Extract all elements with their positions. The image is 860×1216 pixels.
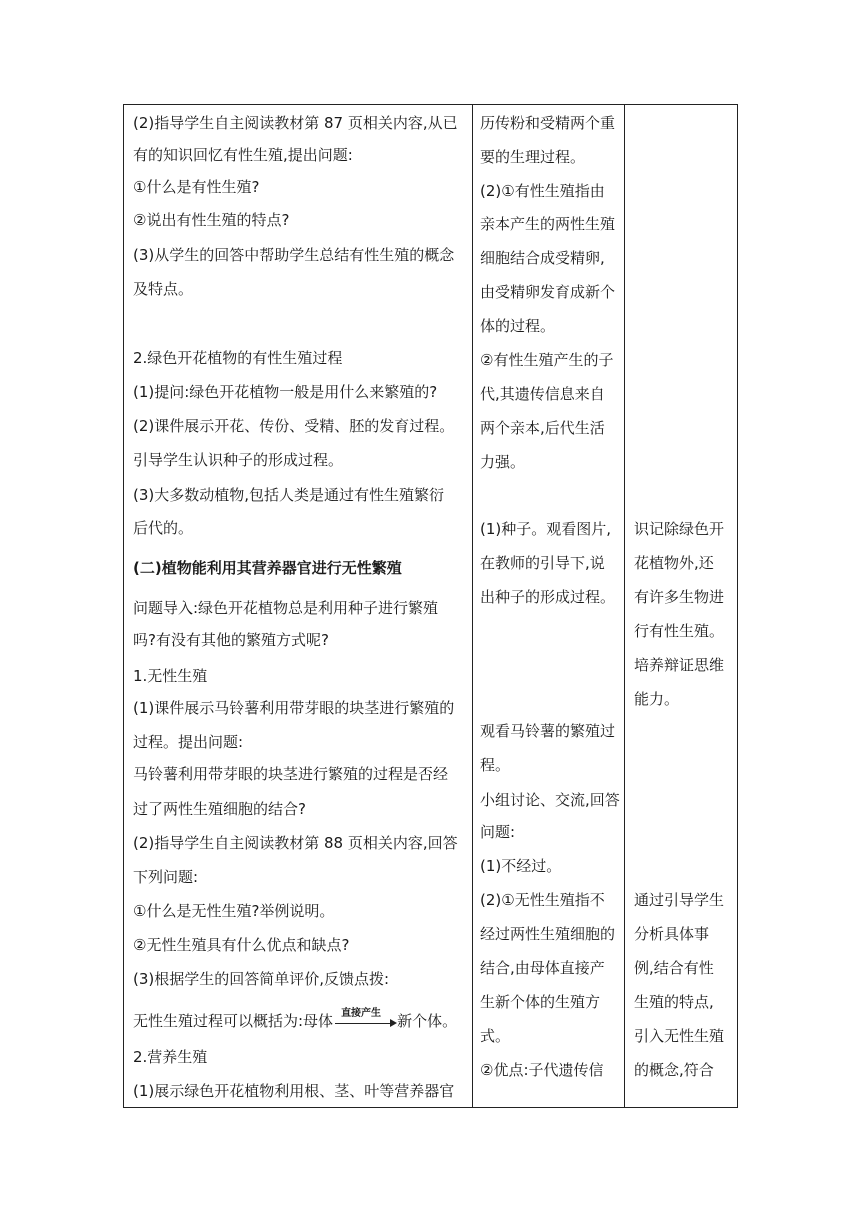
text-line: 培养辩证思维 [634, 656, 725, 674]
text-line: (2)①有性生殖指由 [480, 182, 605, 200]
text-line: 程。 [480, 756, 511, 774]
text-line: ①什么是无性生殖?举例说明。 [133, 902, 335, 920]
text-line: (1)展示绿色开花植物利用根、茎、叶等营养器官 [133, 1082, 455, 1100]
text-line: 分析具体事 [634, 925, 710, 943]
text-line: 过程。提出问题: [133, 733, 244, 751]
text-line: (3)根据学生的回答简单评价,反馈点拨: [133, 970, 390, 988]
text-line: 通过引导学生 [634, 891, 725, 909]
text-line: (3)从学生的回答中帮助学生总结有性生殖的概念 [133, 246, 455, 264]
text-line: ②有性生殖产生的子 [480, 351, 614, 369]
text-line: (1)课件展示马铃薯利用带芽眼的块茎进行繁殖的 [133, 699, 455, 717]
text-line: 有的知识回忆有性生殖,提出问题: [133, 146, 353, 164]
text-line: 及特点。 [133, 280, 194, 298]
text-line: 亲本产生的两性生殖 [480, 215, 616, 233]
formula-suffix: 新个体。 [397, 1012, 458, 1030]
text-line: 体的过程。 [480, 317, 556, 335]
text-line: ②无性生殖具有什么优点和缺点? [133, 936, 350, 954]
text-line: 引导学生认识种子的形成过程。 [133, 451, 344, 469]
text-line: (2)指导学生自主阅读教材第 88 页相关内容,回答 [133, 834, 458, 852]
text-line: 问题导入:绿色开花植物总是利用种子进行繁殖 [133, 599, 439, 617]
text-line: 能力。 [634, 690, 680, 708]
text-line: 例,结合有性 [634, 959, 714, 977]
section-heading: 2.营养生殖 [133, 1048, 208, 1066]
text-line: 细胞结合成受精卵, [480, 249, 605, 267]
lesson-plan-table [123, 104, 738, 1108]
text-line: (2)①无性生殖指不 [480, 891, 605, 909]
text-line: 有许多生物进 [634, 588, 725, 606]
text-line: (2)指导学生自主阅读教材第 87 页相关内容,从已 [133, 114, 458, 132]
text-line: 识记除绿色开 [634, 520, 725, 538]
text-line: 历传粉和受精两个重 [480, 114, 616, 132]
text-line: 两个亲本,后代生活 [480, 419, 605, 437]
arrow-label: 直接产生 [341, 1008, 382, 1019]
text-line: 吗?有没有其他的繁殖方式呢? [133, 631, 329, 649]
text-line: 式。 [480, 1027, 511, 1045]
text-line: (1)不经过。 [480, 857, 562, 875]
text-line: (1)提问:绿色开花植物一般是用什么来繁殖的? [133, 383, 438, 401]
text-line: ②优点:子代遗传信 [480, 1061, 604, 1079]
section-heading: 1.无性生殖 [133, 667, 208, 685]
text-line: 代,其遗传信息来自 [480, 385, 605, 403]
text-line: 在教师的引导下,说 [480, 554, 605, 572]
text-line: ②说出有性生殖的特点? [133, 211, 290, 229]
text-line: 观看马铃薯的繁殖过 [480, 722, 616, 740]
text-line: 后代的。 [133, 519, 194, 537]
student-activity-column [473, 105, 624, 1107]
text-line: 生新个体的生殖方 [480, 993, 601, 1011]
text-line: 过了两性生殖细胞的结合? [133, 800, 306, 818]
text-line: 的概念,符合 [634, 1061, 714, 1079]
text-line: 结合,由母体直接产 [480, 959, 605, 977]
text-line: 要的生理过程。 [480, 148, 586, 166]
text-line: (2)课件展示开花、传份、受精、胚的发育过程。 [133, 417, 455, 435]
arrow-icon [333, 1008, 397, 1031]
text-line: 马铃薯利用带芽眼的块茎进行繁殖的过程是否经 [133, 765, 449, 783]
text-line: 问题: [480, 823, 516, 841]
design-intent-column [625, 105, 738, 1107]
text-line: 由受精卵发育成新个 [480, 283, 616, 301]
formula-line [133, 1008, 458, 1031]
text-line: 下列问题: [133, 868, 199, 886]
text-line: (3)大多数动植物,包括人类是通过有性生殖繁衍 [133, 486, 445, 504]
text-line: 出种子的形成过程。 [480, 588, 616, 606]
formula-prefix: 无性生殖过程可以概括为:母体 [133, 1012, 334, 1030]
text-line: 引入无性生殖 [634, 1027, 725, 1045]
text-line: 行有性生殖。 [634, 622, 725, 640]
text-line: 经过两性生殖细胞的 [480, 925, 616, 943]
text-line: 力强。 [480, 453, 526, 471]
text-line: 小组讨论、交流,回答 [480, 791, 620, 809]
section-heading: 2.绿色开花植物的有性生殖过程 [133, 349, 343, 367]
teacher-activity-column [124, 105, 472, 1107]
text-line: 花植物外,还 [634, 554, 714, 572]
section-heading: (二)植物能利用其营养器官进行无性繁殖 [133, 559, 402, 577]
text-line: (1)种子。观看图片, [480, 520, 612, 538]
text-line: ①什么是有性生殖? [133, 178, 260, 196]
text-line: 生殖的特点, [634, 993, 714, 1011]
